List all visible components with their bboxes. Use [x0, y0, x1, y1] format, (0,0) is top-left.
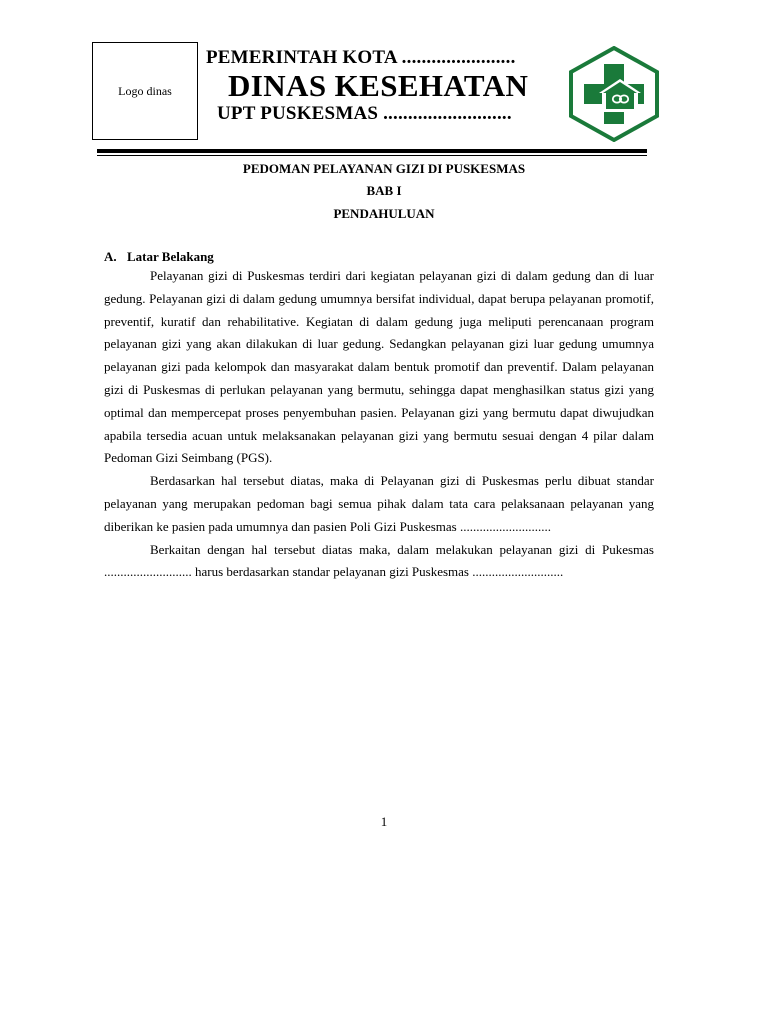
letterhead-government: PEMERINTAH KOTA ....................... — [206, 47, 516, 68]
document-title: PEDOMAN PELAYANAN GIZI DI PUSKESMAS — [242, 161, 526, 176]
letterhead-divider-thick — [97, 149, 647, 153]
page-number: 1 — [380, 814, 388, 829]
letterhead-agency: DINAS KESEHATAN — [228, 68, 529, 103]
chapter-number: BAB I — [366, 183, 402, 198]
section-title: Latar Belakang — [127, 249, 214, 264]
paragraph: Berdasarkan hal tersebut diatas, maka di Pelayanan gizi di Puskesmas perlu dibuat standar pelayanan yang merupakan pedoman bagi semua pihak dalam tata cara pelaksanaan pelayanan yang diberikan ke pasien pada umumnya dan pasien Poli Gizi Puskesmas ............................ — [104, 473, 654, 534]
logo-placeholder — [92, 42, 198, 140]
letterhead-unit: UPT PUSKESMAS .......................... — [217, 103, 512, 124]
paragraph: Berkaitan dengan hal tersebut diatas maka, dalam melakukan pelayanan gizi di Pukesmas ........................... harus berdasarkan standar pelayanan gizi Puskesmas ............................ — [104, 541, 654, 580]
section-heading — [104, 249, 214, 265]
chapter-title: PENDAHULUAN — [333, 206, 435, 221]
paragraph: Pelayanan gizi di Puskesmas terdiri dari kegiatan pelayanan gizi di dalam gedung dan di luar gedung. Pelayanan gizi di dalam gedung umumnya bersifat individual, dapat berupa pelayanan promotif, preventif, kuratif dan rehabilitative. Kegiatan di dalam gedung juga meliputi perencanaan program pelayanan gizi yang akan dilakukan di luar gedung. Sedangkan pelayanan gizi luar gedung umumnya pelayanan gizi pada kelompok dan masyarakat dalam bentuk promotif dan preventif. Dalam pelayanan gizi di Puskesmas di perlukan pelayanan yang bermutu, sehingga dapat menghasilkan status gizi yang optimal dan mempercepat proses penyembuhan pasien. Pelayanan gizi yang bermutu dapat diwujudkan apabila tersedia acuan untuk melaksanakan pelayanan gizi yang bermutu sesuai dengan 4 pilar dalam Pedoman Gizi Seimbang (PGS). — [104, 268, 654, 466]
body-text — [104, 265, 654, 584]
puskesmas-emblem-icon — [568, 46, 660, 142]
logo-placeholder-label: Logo dinas — [118, 83, 172, 98]
letterhead-divider-thin — [97, 155, 647, 156]
section-number: A. — [104, 249, 117, 264]
